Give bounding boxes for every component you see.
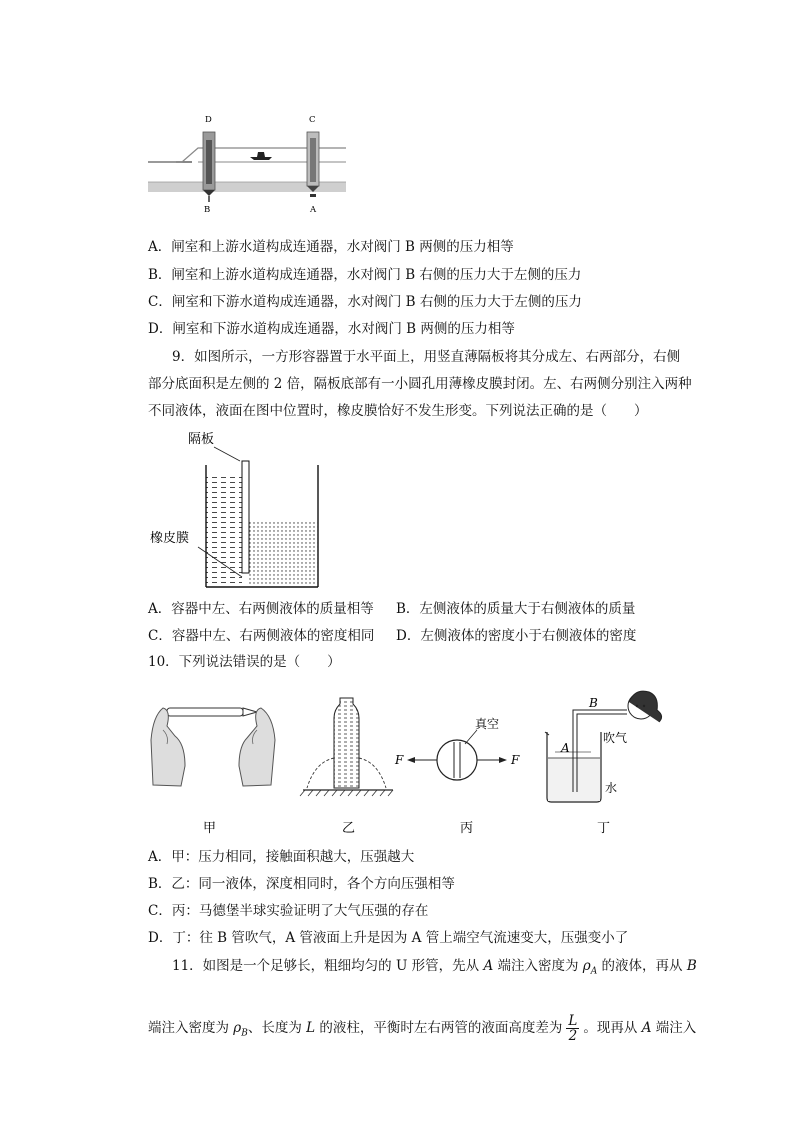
partition-board <box>242 461 249 573</box>
fraction-l-over-2: $\frac{L}{2}$ <box>568 1013 578 1044</box>
q9-stem-line1: 9．如图所示，一方形容器置于水平面上，用竖直薄隔板将其分成左、右两部分，右侧 <box>172 349 681 365</box>
tube-a-label: A <box>561 741 570 755</box>
q9-stem-line3: 不同液体，液面在图中位置时，橡皮膜恰好不发生形变。下列说法正确的是（ ） <box>148 403 648 419</box>
q9-option-c: C．容器中左、右两侧液体的密度相同 <box>148 628 375 644</box>
label-c: C <box>309 115 316 125</box>
blow-label: 吹气 <box>603 731 628 745</box>
force-left-label: F <box>395 753 404 767</box>
label-a: A <box>310 205 317 215</box>
q9-stem-line2: 部分底面积是左侧的 2 倍，隔板底部有一小圆孔用薄橡皮膜封闭。左、右两侧分别注入两种 <box>148 376 692 392</box>
tube-b-label: B <box>589 696 598 710</box>
ship-lock-figure <box>146 110 346 220</box>
boat-icon <box>250 152 272 160</box>
force-right-label: F <box>511 753 520 767</box>
hemisphere-icon <box>437 740 477 780</box>
q9-option-a: A．容器中左、右两侧液体的质量相等 <box>148 601 374 617</box>
pressure-figures <box>145 680 685 840</box>
water-label: 水 <box>605 781 618 795</box>
panel-ding <box>545 691 662 836</box>
pencil-icon <box>167 708 243 716</box>
caption-yi: 乙 <box>342 821 356 836</box>
q10-option-a: A．甲：压力相同，接触面积越大，压强越大 <box>148 849 415 865</box>
label-b: B <box>204 205 211 215</box>
q8-option-d: D．闸室和下游水道构成连通器，水对阀门 B 两侧的压力相等 <box>148 321 515 337</box>
panel-jia <box>151 708 275 836</box>
q8-option-a: A．闸室和上游水道构成连通器，水对阀门 B 两侧的压力相等 <box>148 239 514 255</box>
right-liquid <box>249 522 318 585</box>
q9-option-b: B．左侧液体的质量大于右侧液体的质量 <box>396 601 636 617</box>
left-liquid <box>206 477 242 585</box>
q10-stem: 10．下列说法错误的是（ ） <box>148 654 341 670</box>
vacuum-label: 真空 <box>475 717 500 731</box>
label-d: D <box>205 115 212 125</box>
q10-option-d: D．丁：往 B 管吹气，A 管液面上升是因为 A 管上端空气流速变大，压强变小了 <box>148 930 629 946</box>
caption-jia: 甲 <box>203 821 217 836</box>
q11-stem-line2: 端注入密度为 $\rho_B$、长度为 L 的液柱，平衡时左右两管的液面高度差为 $\frac{L}{2}$ 。现再从 A 端注入 <box>148 1013 697 1044</box>
partition-container-figure <box>148 425 348 595</box>
q8-option-b: B．闸室和上游水道构成连通器，水对阀门 B 右侧的压力大于左侧的压力 <box>148 267 582 283</box>
q10-option-b: B．乙：同一液体，深度相同时，各个方向压强相等 <box>148 876 455 892</box>
caption-bing: 丙 <box>460 821 474 836</box>
q8-option-c: C．闸室和下游水道构成连通器，水对阀门 B 右侧的压力大于左侧的压力 <box>148 294 582 310</box>
q9-option-d: D．左侧液体的密度小于右侧液体的密度 <box>396 628 637 644</box>
panel-yi <box>300 698 393 836</box>
membrane-label: 橡皮膜 <box>150 531 190 546</box>
partition-label: 隔板 <box>188 432 215 447</box>
bottle-icon <box>334 698 359 788</box>
q11-stem-line1: 11．如图是一个足够长，粗细均匀的 U 形管，先从 A 端注入密度为 $\rho_A$ 的液体，再从 B <box>172 958 697 977</box>
caption-ding: 丁 <box>597 821 611 836</box>
q10-option-c: C．丙：马德堡半球实验证明了大气压强的存在 <box>148 903 429 919</box>
panel-bing <box>394 716 520 836</box>
